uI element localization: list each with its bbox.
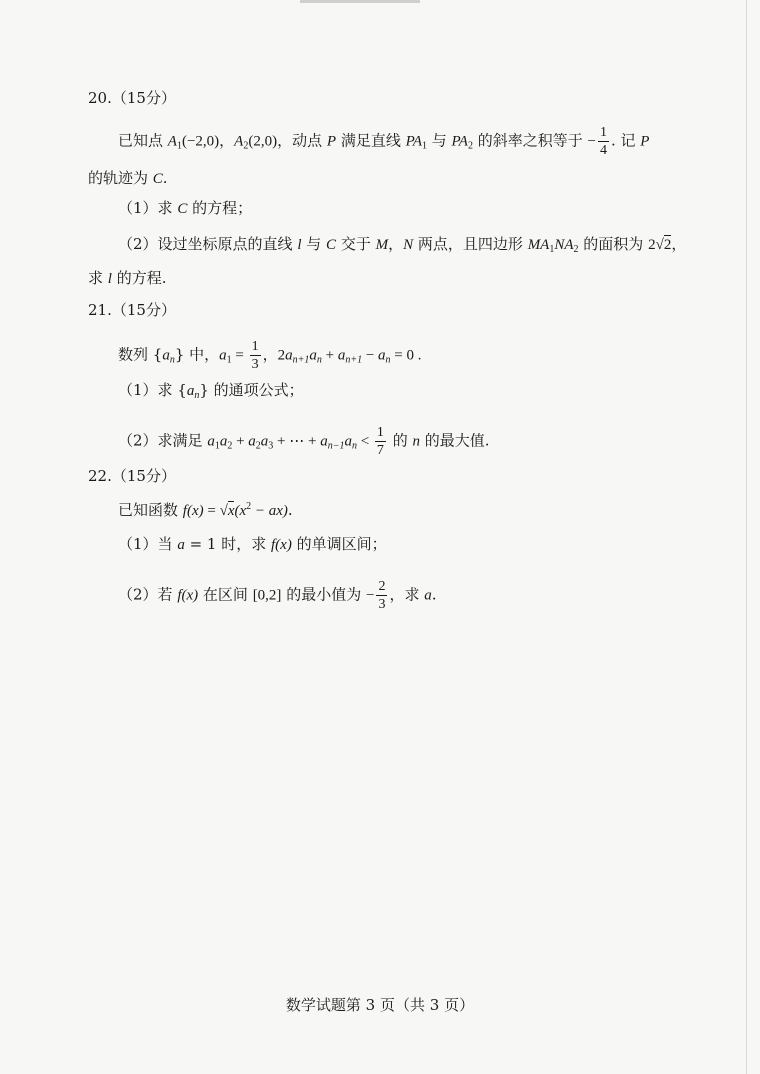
q20-header: 20.（15分）	[88, 89, 176, 107]
q21-part1: （1）求 $\{a_n\}$ 的通项公式；	[118, 381, 304, 401]
fraction-one-third: $\frac{1}{3}$	[251, 339, 259, 372]
scan-top-rule	[300, 0, 420, 3]
q20-intro: 已知点 $A_1(-2,0)$，$A_2(2,0)$，动点 P 满足直线 $PA_1$ 与 $PA_2$ 的斜率之积等于 − $\frac{1}{4}$ . 记 P	[118, 125, 650, 158]
scan-edge-line	[746, 0, 747, 1074]
q22-header: 22.（15分）	[88, 467, 176, 485]
fraction-one-seventh: $\frac{1}{7}$	[376, 425, 384, 458]
q21-intro: 数列 $\{a_n\}$ 中，$a_1$ = $\frac{1}{3}$ ，$2a_{n+1}a_n + a_{n+1} - a_n = 0$ .	[118, 339, 422, 372]
fraction-two-thirds: $\frac{2}{3}$	[378, 579, 386, 612]
q20-part1: （1）求 C 的方程；	[118, 199, 253, 217]
q21-part2: （2）求满足 $a_1a_2 + a_2a_3$ + ⋯ + $a_{n-1}a_n$ < $\frac{1}{7}$ 的 n 的最大值.	[118, 425, 490, 458]
q20-intro-cont: 的轨迹为 C.	[88, 169, 168, 187]
q22-part1: （1）当 a = 1 时，求 f(x) 的单调区间；	[118, 535, 387, 553]
q20-part2-cont: 求 l 的方程.	[88, 269, 167, 287]
q20-part2: （2）设过坐标原点的直线 l 与 C 交于 M，N 两点，且四边形 $MA_1NA_2$ 的面积为 2√2，	[118, 235, 687, 255]
q22-intro: 已知函数 $f(x) = √x(x^2 - ax)$.	[118, 501, 293, 519]
q21-header: 21.（15分）	[88, 301, 176, 319]
page-footer: 数学试题第 3 页（共 3 页）	[285, 996, 475, 1014]
fraction-one-quarter: $\frac{1}{4}$	[599, 125, 607, 158]
q22-part2: （2）若 f(x) 在区间 [0,2] 的最小值为 − $\frac{2}{3}$ ，求 a.	[118, 579, 437, 612]
